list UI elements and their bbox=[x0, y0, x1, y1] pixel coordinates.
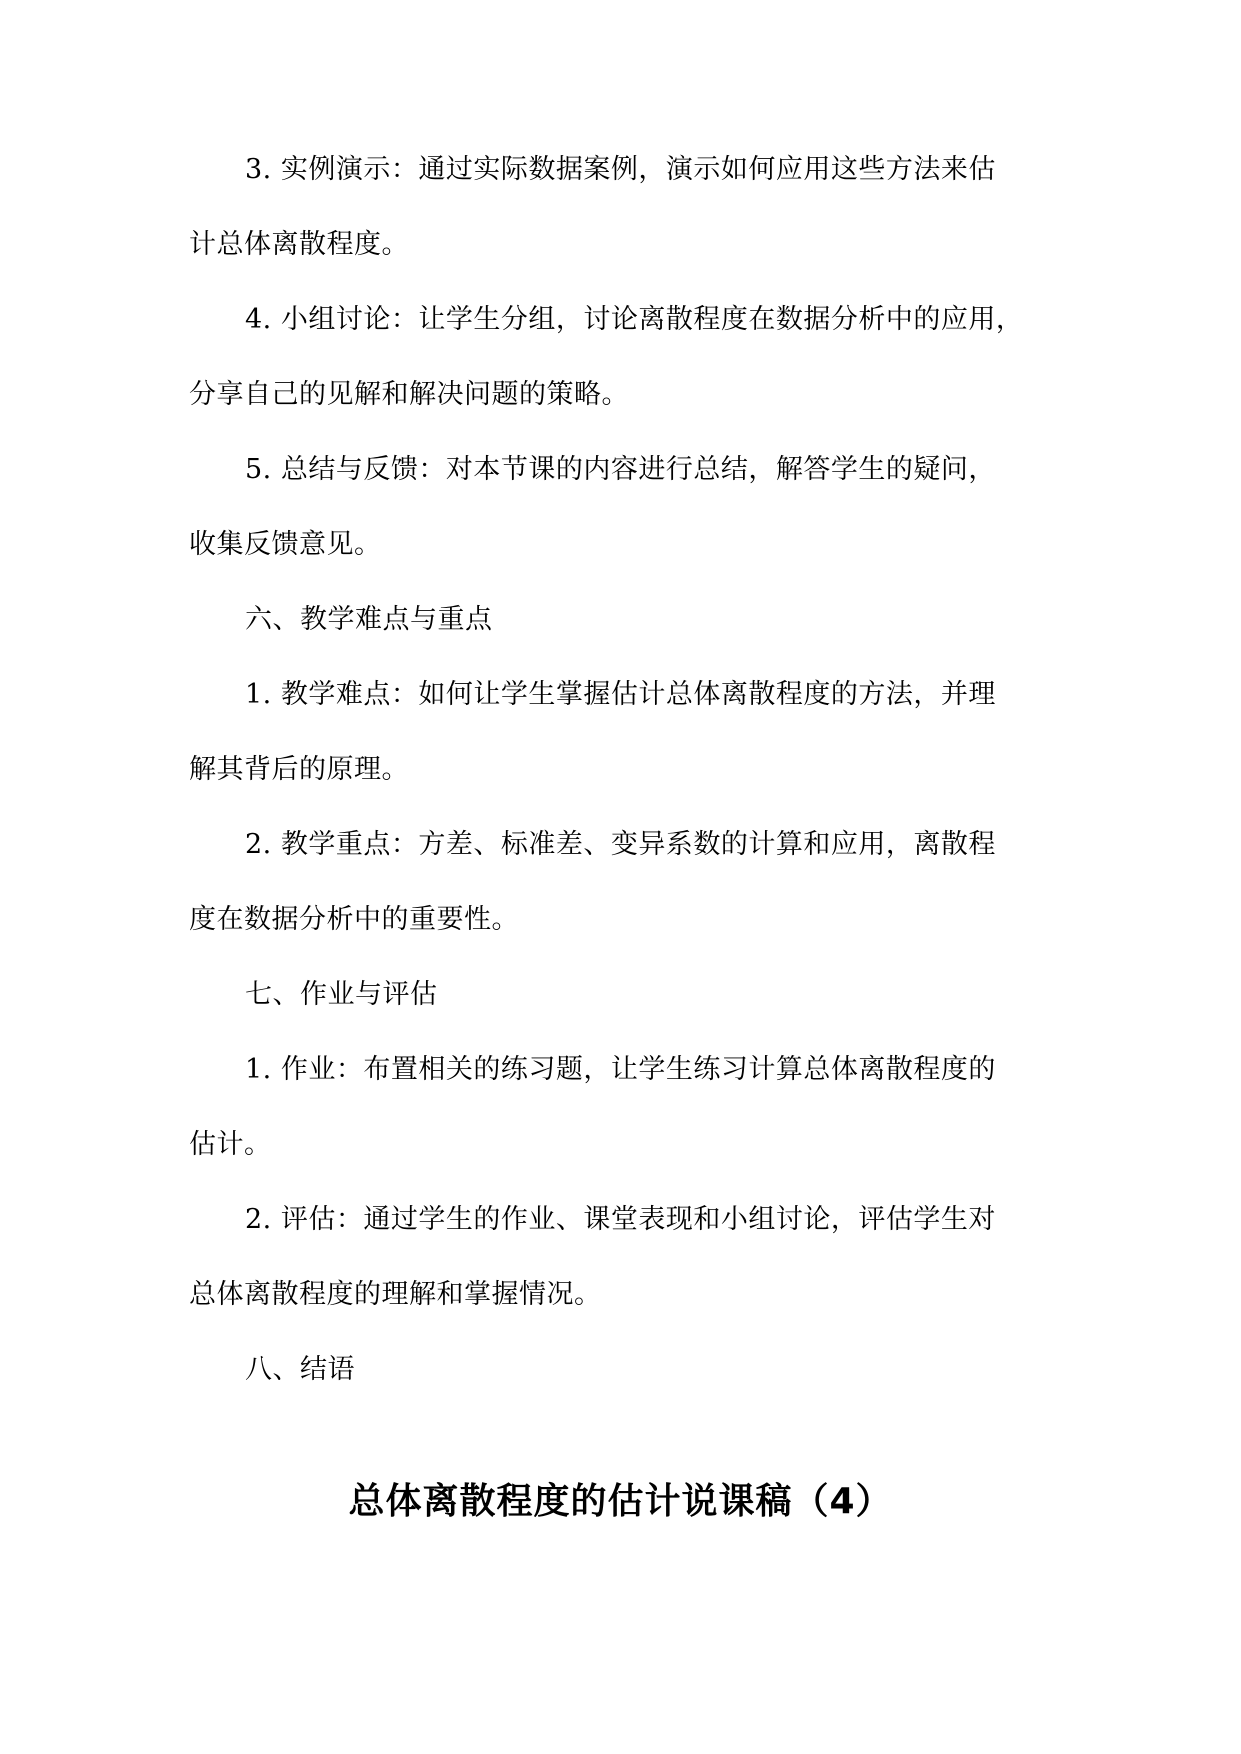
paragraph-line-difficulty-part2: 解其背后的原理。 bbox=[189, 754, 409, 785]
paragraph-line-item4-part2: 分享自己的见解和解决问题的策略。 bbox=[189, 379, 629, 410]
paragraph-line-focus-part1: 2. 教学重点：方差、标准差、变异系数的计算和应用，离散程 bbox=[245, 829, 996, 860]
section-heading-seven: 七、作业与评估 bbox=[245, 979, 438, 1010]
paragraph-line-item5-part2: 收集反馈意见。 bbox=[189, 529, 382, 560]
paragraph-line-difficulty-part1: 1. 教学难点：如何让学生掌握估计总体离散程度的方法，并理 bbox=[245, 679, 996, 710]
section-heading-eight: 八、结语 bbox=[245, 1354, 355, 1385]
paragraph-line-assessment-part2: 总体离散程度的理解和掌握情况。 bbox=[189, 1279, 602, 1310]
section-heading-six: 六、教学难点与重点 bbox=[245, 604, 493, 635]
paragraph-line-homework-part1: 1. 作业：布置相关的练习题，让学生练习计算总体离散程度的 bbox=[245, 1054, 996, 1085]
paragraph-line-homework-part2: 估计。 bbox=[189, 1129, 272, 1160]
paragraph-line-item3-part1: 3. 实例演示：通过实际数据案例，演示如何应用这些方法来估 bbox=[245, 154, 996, 185]
paragraph-line-item5-part1: 5. 总结与反馈：对本节课的内容进行总结，解答学生的疑问， bbox=[245, 454, 996, 485]
paragraph-line-item3-part2: 计总体离散程度。 bbox=[189, 229, 409, 260]
document-title: 总体离散程度的估计说课稿（4） bbox=[348, 1481, 893, 1522]
paragraph-line-focus-part2: 度在数据分析中的重要性。 bbox=[189, 904, 519, 935]
paragraph-line-item4-part1: 4. 小组讨论：让学生分组，讨论离散程度在数据分析中的应用， bbox=[245, 304, 1024, 335]
paragraph-line-assessment-part1: 2. 评估：通过学生的作业、课堂表现和小组讨论，评估学生对 bbox=[245, 1204, 996, 1235]
